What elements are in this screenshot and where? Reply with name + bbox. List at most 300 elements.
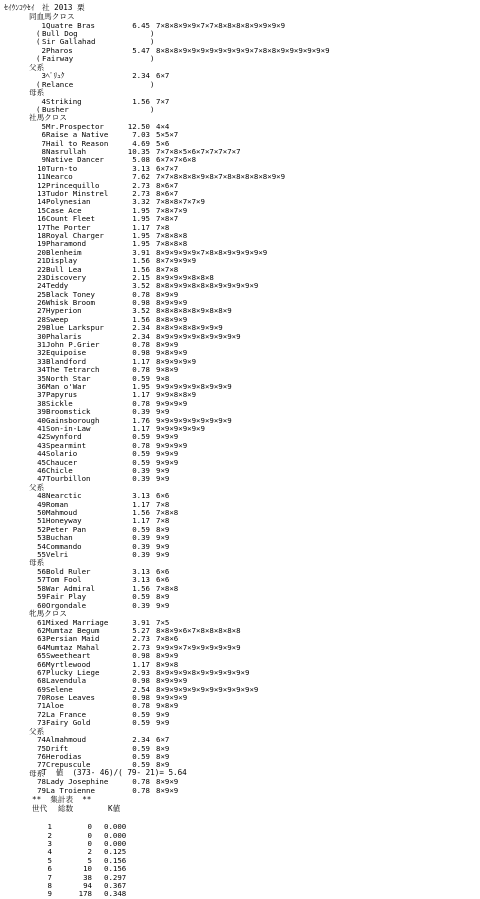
cross-value: 5.08 <box>132 155 150 165</box>
cross-row <box>32 686 472 694</box>
cross-number: 74 <box>37 735 46 745</box>
cross-value: 7.03 <box>132 130 150 140</box>
cross-number: 45 <box>37 457 46 467</box>
cross-value: 1.17 <box>132 222 150 232</box>
summary-row <box>32 832 472 840</box>
cross-pattern: 7×8×8×8 <box>156 239 188 249</box>
summary-header-generation: 世代 <box>32 804 48 814</box>
cross-number: 39 <box>37 407 46 417</box>
cross-value: 0.98 <box>132 693 150 703</box>
cross-row <box>32 307 472 315</box>
horse-name: Fair Play <box>46 593 87 602</box>
cross-pattern: 9×9 <box>156 600 170 610</box>
cross-pattern: 8×9×9×9×8×9×9×9×9×9×9 <box>156 667 250 677</box>
cross-number: 52 <box>37 524 46 534</box>
cross-pattern: 7×7×8×5×6×7×7×7×7×7 <box>156 147 241 157</box>
total-count: 0 <box>87 822 92 832</box>
cross-pattern: 5×6 <box>156 138 170 148</box>
cross-pattern: 7×8 <box>156 499 170 509</box>
cross-value: 0.39 <box>132 541 150 551</box>
k-value: 0.367 <box>104 880 127 890</box>
cross-row <box>32 291 472 299</box>
cross-value: 0.98 <box>132 651 150 661</box>
horse-name: Velri <box>46 551 69 560</box>
horse-name: The Tetrarch <box>46 366 100 375</box>
cross-pattern: 8×9×9×9 <box>156 676 188 686</box>
cross-row <box>32 173 472 181</box>
cross-number: 49 <box>37 499 46 509</box>
horse-name: Mixed Marriage <box>46 618 109 627</box>
cross-value: 0.39 <box>132 465 150 475</box>
horse-name: ﾍﾟﾘｭｸ <box>46 72 65 81</box>
cross-number: 73 <box>37 718 46 728</box>
k-value: 0.000 <box>104 822 127 832</box>
cross-pattern: 9×9×9×9 <box>156 693 188 703</box>
total-count: 0 <box>87 830 92 840</box>
horse-name: Aloe <box>46 702 64 711</box>
cross-value: 1.17 <box>132 423 150 433</box>
horse-name: The Porter <box>46 223 91 232</box>
cross-number: 56 <box>37 567 46 576</box>
cross-number: 53 <box>37 533 46 543</box>
cross-pattern: 7×8×8×8 <box>156 230 188 240</box>
cross-pattern: 9×8×9×9 <box>156 348 188 358</box>
cross-row <box>32 98 472 106</box>
summary-row <box>32 890 472 898</box>
cross-row <box>32 408 472 416</box>
cross-pattern: 8×8×8×9×9×9×9×9×9×9×9×7×8×8×9×9×9×9×9×9 <box>156 45 330 55</box>
horse-name: Broomstick <box>46 408 91 417</box>
cross-row <box>32 627 472 635</box>
cross-value: 0.98 <box>132 298 150 308</box>
cross-pattern: 6×7 <box>156 735 170 745</box>
horse-name: Nearctic <box>46 492 82 501</box>
cross-number: 14 <box>37 197 46 207</box>
cross-value: 2.73 <box>132 189 150 199</box>
summary-row <box>32 857 472 865</box>
cross-pattern: 8×9×9×9×9 <box>156 356 197 366</box>
horse-name: Peter Pan <box>46 525 87 534</box>
horse-name: Quatre Bras <box>46 21 95 30</box>
cross-row <box>32 198 472 206</box>
cross-row <box>32 341 472 349</box>
cross-value: 0.59 <box>132 457 150 467</box>
horse-name: Myrtlewood <box>46 660 91 669</box>
summary-row <box>32 848 472 856</box>
cross-number: 19 <box>37 239 46 249</box>
cross-row <box>32 249 472 257</box>
horse-name: Hail to Reason <box>46 139 109 148</box>
cross-number: 54 <box>37 541 46 551</box>
cross-row <box>32 450 472 458</box>
horse-name: Discovery <box>46 273 87 282</box>
cross-value: 1.56 <box>132 264 150 274</box>
cross-row <box>32 753 472 761</box>
cross-value: 0.59 <box>132 752 150 761</box>
k-value: 0.000 <box>104 838 127 848</box>
cross-pattern: 7×8×8×9×9×7×7×8×8×8×8×9×9×9×9 <box>156 20 286 30</box>
t-value-line: T 値 (373- 46)/( 79- 21)= 5.64 <box>42 768 187 777</box>
cross-value: 7.62 <box>132 172 150 182</box>
cross-number: 51 <box>37 516 46 526</box>
cross-number: 29 <box>37 323 46 333</box>
cross-value: 2.54 <box>132 684 150 694</box>
summary-row <box>32 840 472 848</box>
total-count: 0 <box>87 838 92 848</box>
cross-number: 64 <box>37 642 46 652</box>
cross-pattern: 9×9×9×9×9×9×9×9×9 <box>156 415 232 425</box>
cross-number: 6 <box>41 130 46 140</box>
cross-value: 0.59 <box>132 760 150 770</box>
cross-value: 0.39 <box>132 533 150 543</box>
cross-pattern: 8×8×9×8×8×9×9×9 <box>156 323 223 333</box>
cross-value: 2.15 <box>132 272 150 282</box>
cross-pattern: 7×7×8×8×8×9×8×7×8×8×8×8×8×9×9 <box>156 172 286 182</box>
cross-pattern: 8×8×9×9 <box>156 314 188 324</box>
cross-row <box>32 517 472 525</box>
horse-name: Lady Josephine <box>46 778 109 787</box>
horse-name: Pharos <box>46 46 73 55</box>
cross-row <box>32 694 472 702</box>
cross-row <box>32 719 472 727</box>
cross-pattern: 8×9×9×9 <box>156 298 188 308</box>
horse-name: North Star <box>46 374 91 383</box>
horse-name: Native Dancer <box>46 156 104 165</box>
cross-row <box>32 324 472 332</box>
cross-value: 3.91 <box>132 247 150 257</box>
cross-value: 2.93 <box>132 667 150 677</box>
cross-row <box>32 131 472 139</box>
cross-pattern: 8×8×9×9×8×8×8×9×9×9×9×9 <box>156 281 259 291</box>
cross-row <box>32 568 472 576</box>
cross-number: 66 <box>37 659 46 669</box>
cross-number: 15 <box>37 205 46 215</box>
horse-name: Display <box>46 257 78 266</box>
cross-number: 68 <box>37 676 46 686</box>
horse-name: Commando <box>46 542 82 551</box>
cross-value: 0.39 <box>132 407 150 417</box>
cross-number: 79 <box>37 785 46 795</box>
horse-name: Roman <box>46 500 69 509</box>
cross-value: 1.56 <box>132 96 150 106</box>
horse-name: Tom Fool <box>46 576 82 585</box>
cross-number: 50 <box>37 508 46 518</box>
cross-number: 42 <box>37 432 46 442</box>
horse-name: Black Toney <box>46 290 95 299</box>
cross-value: 0.39 <box>132 550 150 560</box>
horse-name: Whisk Broom <box>46 299 95 308</box>
cross-value: 0.59 <box>132 709 150 719</box>
horse-name: Herodias <box>46 753 82 761</box>
horse-name: Teddy <box>46 282 69 291</box>
cross-row <box>32 576 472 584</box>
cross-number: 22 <box>37 264 46 274</box>
section-title: 社馬クロス <box>29 113 67 123</box>
horse-name: Equipoise <box>46 349 87 358</box>
cross-pattern: 8×8×9×6×7×8×8×8×8×8 <box>156 625 241 635</box>
cross-row <box>32 140 472 148</box>
cross-value: 0.78 <box>132 785 150 795</box>
cross-value: 10.35 <box>127 147 150 157</box>
generation: 5 <box>47 855 52 865</box>
cross-row <box>32 266 472 274</box>
k-value: 0.156 <box>104 855 127 865</box>
horse-name: Chicle <box>46 466 73 475</box>
horse-name: Drift <box>46 744 69 753</box>
cross-value: 1.95 <box>132 205 150 215</box>
total-count: 94 <box>83 880 92 890</box>
cross-number: 47 <box>37 474 46 484</box>
cross-number: 36 <box>37 382 46 391</box>
cross-row <box>32 123 472 131</box>
cross-pattern: 9×9×9 <box>156 432 179 442</box>
cross-value: 0.59 <box>132 432 150 442</box>
cross-number: 26 <box>37 298 46 308</box>
cross-row <box>32 745 472 753</box>
horse-name: Bull Lea <box>46 265 82 274</box>
cross-row <box>32 22 472 30</box>
cross-value: 1.95 <box>132 230 150 240</box>
cross-number: 77 <box>37 760 46 770</box>
k-value: 0.000 <box>104 830 127 840</box>
cross-value: 6.45 <box>132 20 150 30</box>
cross-row <box>32 383 472 391</box>
cross-row <box>32 652 472 660</box>
k-value: 0.156 <box>104 864 127 874</box>
cross-row <box>32 509 472 517</box>
cross-pattern: 9×9 <box>156 550 170 560</box>
cross-number: 34 <box>37 365 46 375</box>
generation: 1 <box>47 822 52 832</box>
horse-name: John P.Grier <box>46 341 100 350</box>
cross-pattern: 9×9 <box>156 533 170 543</box>
cross-value: 3.52 <box>132 281 150 291</box>
cross-value: 3.91 <box>132 617 150 627</box>
cross-pattern: 8×7×8 <box>156 264 179 274</box>
summary-header <box>32 804 472 813</box>
cross-number: 16 <box>37 214 46 224</box>
cross-value: 0.59 <box>132 592 150 602</box>
section-title: 牝馬クロス <box>29 608 67 618</box>
cross-row <box>32 375 472 383</box>
cross-number: 13 <box>37 189 46 199</box>
horse-name: Plucky Liege <box>46 668 100 677</box>
cross-number: 30 <box>37 331 46 341</box>
cross-pattern: 7×8 <box>156 516 170 526</box>
cross-value: 2.34 <box>132 71 150 81</box>
horse-name: Papyrus <box>46 391 78 400</box>
horse-name: War Admiral <box>46 584 95 593</box>
cross-pattern: 8×9 <box>156 752 170 761</box>
horse-name: Raise a Native <box>46 131 109 140</box>
cross-pattern: 8×9×9 <box>156 785 179 795</box>
unmatched-open-paren: ( <box>36 104 41 114</box>
cross-sections <box>29 12 472 795</box>
cross-row <box>32 182 472 190</box>
cross-value: 4.69 <box>132 138 150 148</box>
cross-pattern: 9×9×9×9×9×9 <box>156 423 205 433</box>
cross-row <box>32 475 472 483</box>
cross-value: 0.59 <box>132 718 150 728</box>
horse-name: Selene <box>46 685 73 694</box>
cross-value: 1.56 <box>132 583 150 593</box>
pedigree-cross-report <box>4 3 472 899</box>
horse-name: Case Ace <box>46 206 82 215</box>
cross-pattern: 6×6 <box>156 575 170 585</box>
cross-number: 10 <box>37 163 46 173</box>
horse-name: Turn-to <box>46 164 78 173</box>
cross-pattern: 9×8 <box>156 373 170 383</box>
cross-value: 1.17 <box>132 659 150 669</box>
horse-name: Tourbillon <box>46 475 91 484</box>
cross-row <box>32 417 472 425</box>
horse-name: Sweetheart <box>46 652 91 661</box>
cross-row <box>32 551 472 559</box>
cross-row <box>32 778 472 786</box>
horse-name: Mumtaz Begum <box>46 626 100 635</box>
cross-row <box>32 358 472 366</box>
horse-name: Solario <box>46 450 78 459</box>
generation: 7 <box>47 872 52 882</box>
cross-row <box>32 459 472 467</box>
cross-number: 21 <box>37 256 46 266</box>
cross-row <box>32 702 472 710</box>
cross-number: 60 <box>37 600 46 610</box>
cross-number: 32 <box>37 348 46 358</box>
cross-number: 24 <box>37 281 46 291</box>
cross-value: 1.56 <box>132 314 150 324</box>
horse-name: Almahmoud <box>46 736 87 745</box>
cross-number: 5 <box>41 121 46 131</box>
section-title: 同血馬クロス <box>29 12 75 21</box>
generation: 4 <box>47 847 52 857</box>
cross-pattern: 8×9×9×9×9×7×8×8×9×9×9×9×9 <box>156 247 268 257</box>
cross-pattern: 8×9×9×9×9×8×9×9×9×9 <box>156 331 241 341</box>
cross-value: 3.32 <box>132 197 150 207</box>
cross-value: 0.59 <box>132 373 150 383</box>
cross-pattern: 9×9 <box>156 465 170 475</box>
unmatched-close-paren: ) <box>150 79 155 89</box>
unmatched-close-paren: ) <box>150 28 155 38</box>
cross-value: 0.78 <box>132 365 150 375</box>
cross-number: 72 <box>37 709 46 719</box>
cross-row <box>32 190 472 198</box>
cross-value: 0.78 <box>132 777 150 787</box>
cross-value: 3.13 <box>132 491 150 501</box>
cross-number: 71 <box>37 701 46 711</box>
cross-row <box>32 635 472 643</box>
summary-row <box>32 882 472 890</box>
cross-value: 2.73 <box>132 642 150 652</box>
horse-name: Tudor Minstrel <box>46 190 109 199</box>
cross-row <box>32 661 472 669</box>
cross-pattern: 7×8×7 <box>156 214 179 224</box>
cross-value: 3.13 <box>132 567 150 576</box>
horse-name: Hyperion <box>46 307 82 316</box>
cross-value: 0.78 <box>132 289 150 299</box>
cross-number: 12 <box>37 180 46 190</box>
cross-row <box>32 787 472 795</box>
cross-row <box>32 349 472 357</box>
horse-name: Blue Larkspur <box>46 324 104 333</box>
cross-pattern: 8×8×8×8×8×9×8×8×9 <box>156 306 232 316</box>
cross-pattern: 5×5×7 <box>156 130 179 140</box>
unmatched-open-paren: ( <box>36 37 41 47</box>
horse-name: Crepuscule <box>46 761 91 770</box>
cross-number: 67 <box>37 667 46 677</box>
cross-value: 1.56 <box>132 508 150 518</box>
cross-pattern: 8×9 <box>156 592 170 602</box>
cross-number: 28 <box>37 314 46 324</box>
horse-name: Buchan <box>46 534 73 543</box>
cross-pattern: 7×8×7×9 <box>156 205 188 215</box>
cross-row <box>32 501 472 509</box>
cross-pattern: 8×9×9×9×9×9×9×9×9×9×9×9 <box>156 684 259 694</box>
summary-row <box>32 874 472 882</box>
section-title: 父系 <box>29 62 45 72</box>
horse-name: Nearco <box>46 173 73 182</box>
cross-row <box>32 366 472 374</box>
cross-number: 63 <box>37 634 46 644</box>
cross-pattern: 7×7 <box>156 96 170 106</box>
horse-name: Swynford <box>46 433 82 442</box>
cross-number: 62 <box>37 625 46 635</box>
cross-row <box>32 299 472 307</box>
unmatched-name: Bull Dog <box>42 28 78 38</box>
cross-row <box>32 282 472 290</box>
cross-pattern: 8×9 <box>156 524 170 534</box>
k-value: 0.297 <box>104 872 127 882</box>
horse-name: Blandford <box>46 357 87 366</box>
cross-row <box>32 425 472 433</box>
summary-rows <box>32 823 472 899</box>
cross-row <box>32 215 472 223</box>
cross-value: 2.34 <box>132 331 150 341</box>
cross-value: 0.39 <box>132 600 150 610</box>
cross-pattern: 9×9 <box>156 407 170 417</box>
cross-pattern: 4×4 <box>156 121 170 131</box>
cross-value: 3.13 <box>132 575 150 585</box>
summary-title: ** 集計表 ** <box>32 795 92 805</box>
cross-value: 0.78 <box>132 701 150 711</box>
cross-pattern: 6×7×7×6×8 <box>156 155 197 165</box>
cross-number: 11 <box>37 172 46 182</box>
cross-pattern: 7×8 <box>156 222 170 232</box>
cross-value: 12.50 <box>127 121 150 131</box>
cross-value: 1.76 <box>132 415 150 425</box>
cross-number: 27 <box>37 306 46 316</box>
cross-pattern: 9×9×9×9 <box>156 440 188 450</box>
horse-name: Persian Maid <box>46 635 100 644</box>
cross-row <box>32 736 472 744</box>
cross-row <box>32 669 472 677</box>
cross-row <box>32 593 472 601</box>
cross-value: 1.95 <box>132 382 150 391</box>
horse-name: Pharamond <box>46 240 87 249</box>
horse-name: Mumtaz Mahal <box>46 643 100 652</box>
horse-name: Royal Charger <box>46 231 104 240</box>
cross-number: 17 <box>37 222 46 232</box>
generation: 6 <box>47 864 52 874</box>
cross-pattern: 8×7×9×9×9 <box>156 256 197 266</box>
horse-name: Sweep <box>46 315 69 324</box>
cross-number: 41 <box>37 423 46 433</box>
cross-pattern: 9×9 <box>156 709 170 719</box>
unmatched-row <box>32 30 472 38</box>
cross-row <box>32 333 472 341</box>
cross-number: 20 <box>37 247 46 257</box>
cross-number: 9 <box>41 155 46 165</box>
